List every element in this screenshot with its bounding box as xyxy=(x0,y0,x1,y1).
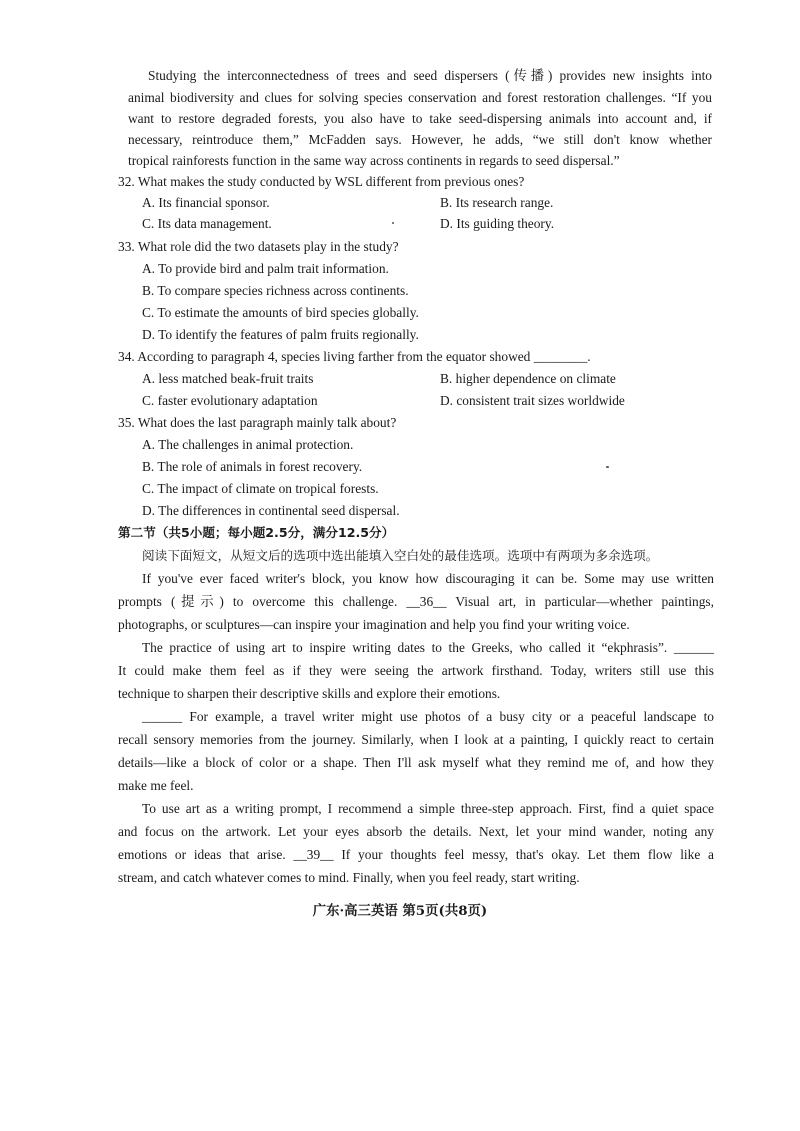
section-instruction: 阅读下面短文，从短文后的选项中选出能填入空白处的最佳选项。选项中有两项为多余选项。 xyxy=(142,548,659,563)
option-b: B. To compare species richness across continents. xyxy=(142,283,409,298)
passage-line: If you've ever faced writer's block, you know how discouraging it can be. Some may use written xyxy=(142,571,714,586)
passage-line: prompts (提示) to overcome this challenge. __36__ Visual art, in particular—whether paintings, xyxy=(118,594,714,609)
passage-line: stream, and catch whatever comes to mind. Finally, when you feel ready, start writing. xyxy=(118,870,580,885)
option-d: D. To identify the features of palm fruits regionally. xyxy=(142,327,419,342)
intro-line: animal biodiversity and clues for solving species conservation and forest restoration challenges. “If you xyxy=(128,90,712,105)
passage-line: make me feel. xyxy=(118,778,194,793)
passage-line: details—like a block of color or a shape. Then I'll ask myself what they remind me of, and how they xyxy=(118,755,714,770)
option-a: A. Its financial sponsor. xyxy=(142,195,270,210)
scan-speck xyxy=(392,222,394,224)
passage-line: recall sensory memories from the journey. Similarly, when I look at a painting, I quickly react to certain xyxy=(118,732,714,747)
option-b: B. The role of animals in forest recovery. xyxy=(142,459,363,474)
question-stem: 35. What does the last paragraph mainly talk about? xyxy=(118,415,397,430)
passage-line: To use art as a writing prompt, I recommend a simple three-step approach. First, find a quiet space xyxy=(142,801,714,816)
intro-line: necessary, reintroduce them,” McFadden says. However, he adds, “we still don't know whether xyxy=(128,132,712,147)
passage-line: and focus on the artwork. Let your eyes absorb the details. Next, let your mind wander, noting any xyxy=(118,824,714,839)
option-c: C. To estimate the amounts of bird species globally. xyxy=(142,305,419,320)
option-c: C. Its data management. xyxy=(142,216,272,231)
passage-line: photographs, or sculptures—can inspire your imagination and help you find your writing voice. xyxy=(118,617,630,632)
passage-line: technique to sharpen their descriptive skills and explore their emotions. xyxy=(118,686,501,701)
question-stem: 33. What role did the two datasets play in the study? xyxy=(118,239,399,254)
option-b: B. higher dependence on climate xyxy=(440,371,616,386)
option-d: D. consistent trait sizes worldwide xyxy=(440,393,625,408)
option-d: D. Its guiding theory. xyxy=(440,216,555,231)
section-heading: 第二节（共5小题；每小题2.5分，满分12.5分） xyxy=(118,525,395,540)
option-a: A. To provide bird and palm trait information. xyxy=(142,261,389,276)
passage-line: The practice of using art to inspire writing dates to the Greeks, who called it “ekphrasis”. ______ xyxy=(142,640,714,655)
intro-line: tropical rainforests function in the same way across continents in regards to seed dispersal.” xyxy=(128,153,620,168)
option-a: A. less matched beak-fruit traits xyxy=(142,371,314,386)
question-stem: 32. What makes the study conducted by WSL different from previous ones? xyxy=(118,174,525,189)
option-c: C. The impact of climate on tropical forests. xyxy=(142,481,379,496)
passage-line: It could make them feel as if they were seeing the artwork firsthand. Today, writers still use this xyxy=(118,663,714,678)
question-stem: 34. According to paragraph 4, species living farther from the equator showed ________. xyxy=(118,349,591,364)
intro-line: want to restore degraded forests, you also have to take seed-dispersing animals into account and, if xyxy=(128,111,712,126)
scan-speck xyxy=(606,466,609,468)
intro-line: Studying the interconnectedness of trees and seed dispersers (传播) provides new insights into xyxy=(148,68,712,83)
option-d: D. The differences in continental seed dispersal. xyxy=(142,503,400,518)
passage-line: emotions or ideas that arise. __39__ If your thoughts feel messy, that's okay. Let them flow like a xyxy=(118,847,714,862)
page-footer: 广东·高三英语 第5页(共8页) xyxy=(312,903,488,919)
option-a: A. The challenges in animal protection. xyxy=(142,437,354,452)
option-c: C. faster evolutionary adaptation xyxy=(142,393,318,408)
passage-line: ______ For example, a travel writer might use photos of a busy city or a peaceful landscape to xyxy=(142,709,714,724)
option-b: B. Its research range. xyxy=(440,195,554,210)
